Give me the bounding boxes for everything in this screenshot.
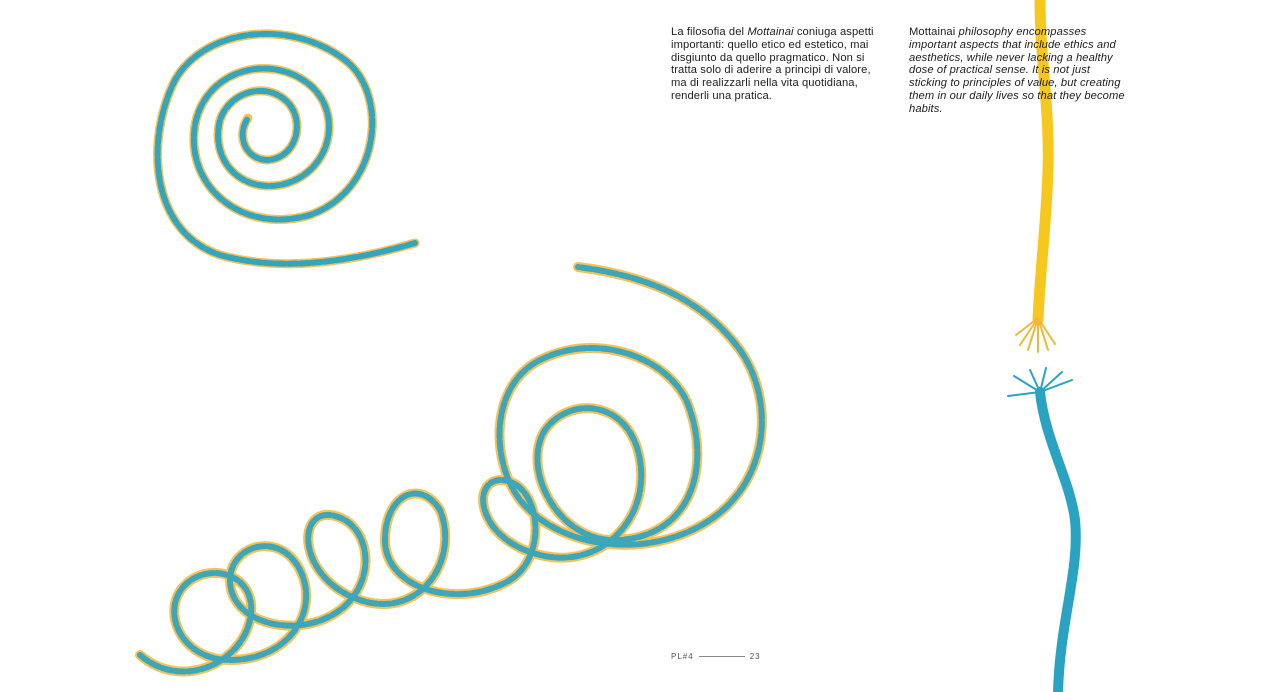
spiral-rope xyxy=(140,267,762,671)
text-line: La filosofia del Mottainai coniuga aspetti xyxy=(671,26,874,38)
italian-paragraph xyxy=(671,26,876,103)
text-line: disgiunto da quello pragmatico. Non si xyxy=(671,51,865,64)
english-paragraph xyxy=(909,26,1125,116)
text-line: aesthetics, while never lacking a healthy xyxy=(909,51,1113,64)
text-line: habits. xyxy=(909,102,943,115)
text-line: importanti: quello etico ed estetico, mai xyxy=(671,38,869,51)
text-line: dose of practical sense. It is not just xyxy=(909,64,1091,77)
text-line: them in our daily lives so that they become xyxy=(909,89,1125,102)
page-number: 23 xyxy=(749,652,761,661)
teal-rope-segment xyxy=(1040,392,1076,692)
text-line: important aspects that include ethics and xyxy=(909,38,1116,51)
text-line: Mottainai philosophy encompasses xyxy=(909,26,1087,38)
text-line: sticking to principles of value, but creating xyxy=(909,77,1121,90)
text-line: ma di realizzarli nella vita quotidiana, xyxy=(671,77,858,90)
magazine-issue: PL#4 xyxy=(671,652,694,661)
frayed-yellow-end xyxy=(1016,318,1055,352)
coiled-rope xyxy=(158,34,415,264)
footer-rule xyxy=(699,656,745,657)
page-footer xyxy=(671,652,761,661)
text-line: tratta solo di aderire a principi di valore, xyxy=(671,64,871,77)
text-line: renderli una pratica. xyxy=(671,89,772,102)
